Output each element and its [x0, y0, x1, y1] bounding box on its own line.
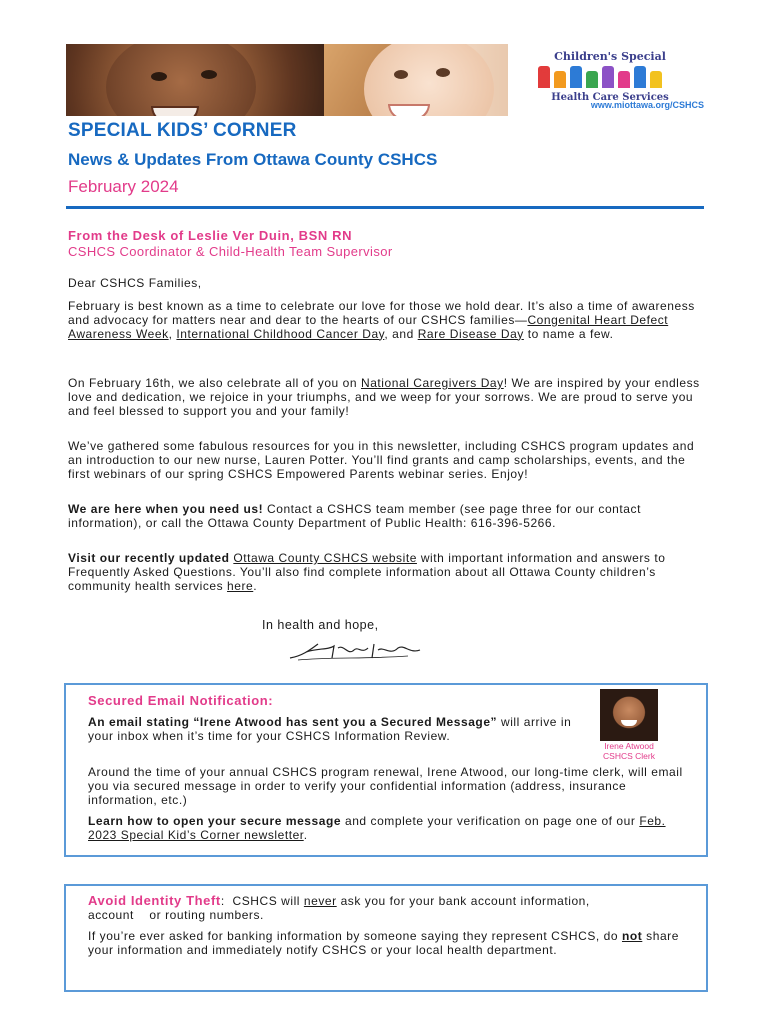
text: will arrive in your inbox when it’s time for your CSHCS Information Review. — [88, 715, 572, 743]
text: and complete your verification on page one of our — [341, 814, 640, 828]
photo-caption — [596, 741, 662, 761]
text-bold-underlined: not — [621, 929, 643, 943]
secured-email-paragraph-3 — [88, 815, 698, 843]
logo-figures — [538, 66, 682, 94]
secured-email-paragraph-2: Around the time of your annual CSHCS program renewal, Irene Atwood, our long-time clerk, will email you via secured message in order to verify your confidential information (address, insurance information, etc.) — [88, 765, 683, 807]
signoff: In health and hope, — [262, 618, 379, 632]
text: ask you for your bank account information, account or routing numbers. — [88, 894, 594, 922]
logo-line2: Health Care Services — [551, 92, 669, 103]
logo-figure — [554, 71, 566, 88]
desk-role: CSHCS Coordinator & Child-Health Team Supervisor — [68, 244, 393, 259]
signature-image — [288, 638, 428, 662]
identity-theft-heading: Avoid Identity Theft — [88, 893, 221, 908]
header-divider — [66, 206, 704, 209]
newsletter-title: SPECIAL KIDS’ CORNER — [68, 120, 297, 141]
logo-line1: Children's Special — [554, 50, 666, 63]
text-bold: Learn how to open your secure message — [88, 814, 342, 828]
desk-heading: From the Desk of Leslie Ver Duin, BSN RN — [68, 228, 353, 243]
irene-atwood-photo — [600, 689, 658, 741]
newsletter-date: February 2024 — [68, 177, 179, 196]
text: to name a few. — [523, 326, 614, 341]
text: , and — [384, 326, 418, 341]
text: , — [168, 326, 177, 341]
link-rare-disease-day[interactable]: Rare Disease Day — [417, 326, 524, 341]
letter-paragraph-1 — [68, 300, 700, 341]
letter-paragraph-5 — [68, 552, 700, 593]
text: On February 16th, we also celebrate all of you on — [68, 376, 361, 390]
link-here[interactable]: here — [227, 578, 254, 593]
text-underlined: never — [303, 894, 337, 908]
logo-figure — [570, 66, 582, 88]
letter-paragraph-2 — [68, 377, 700, 418]
header-photo-girl — [324, 44, 508, 116]
logo-figure — [634, 66, 646, 88]
logo-figure — [586, 71, 598, 88]
text: . — [303, 827, 308, 842]
secured-email-heading: Secured Email Notification: — [88, 693, 274, 708]
identity-theft-paragraph-2 — [88, 930, 688, 958]
logo-figure — [650, 71, 662, 88]
letter-paragraph-3: We’ve gathered some fabulous resources for you in this newsletter, including CSHCS program updates and an introduction to our new nurse, Lauren Potter. You’ll find grants and camp scholarships, events, and the first webinars of our spring CSHCS Empowered Parents webinar series. Enjoy! — [68, 439, 695, 481]
photo-caption-name: Irene Atwood — [604, 741, 654, 751]
logo-figure — [618, 71, 630, 88]
text: . — [253, 578, 258, 593]
link-feb-2023-newsletter[interactable]: Feb. 2023 Special Kid’s Corner newsletter — [88, 814, 666, 842]
text: February is best known as a time to celebrate our love for those we hold dear. It’s also a time of awareness and advocacy for matters near and dear to the hearts of our CSHCS families— — [68, 299, 695, 327]
text: Contact a CSHCS team member (see page three for our contact information), or call the Ottawa County Department of Public Health: 616-396-5266. — [68, 502, 641, 530]
text: CSHCS will — [232, 894, 304, 908]
photo-caption-title: CSHCS Clerk — [603, 751, 655, 761]
link-cshcs-website[interactable]: Ottawa County CSHCS website — [233, 551, 417, 565]
identity-theft-paragraph-1 — [88, 894, 636, 923]
text: share your information and immediately notify CSHCS or your local health department. — [88, 929, 679, 957]
text: : — [220, 894, 233, 908]
text: with important information and answers to Frequently Asked Questions. You’ll also find complete information about all Ottawa County children’s community health services — [68, 551, 666, 593]
logo-url[interactable]: www.miottawa.org/CSHCS — [590, 100, 704, 110]
newsletter-subtitle: News & Updates From Ottawa County CSHCS — [68, 150, 438, 169]
link-caregivers-day[interactable]: National Caregivers Day — [360, 376, 504, 390]
letter-paragraph-4 — [68, 503, 700, 531]
text: ! We are inspired by your endless love and dedication, we rejoice in your triumphs, and we weep for your sorrows. We are proud to serve you and feel blessed to support you and your family! — [68, 376, 700, 418]
logo-figure — [538, 66, 550, 88]
logo-figure — [602, 66, 614, 88]
text-bold: Visit our recently updated — [68, 551, 230, 565]
text-bold: An email stating “Irene Atwood has sent you a Secured Message” — [88, 715, 498, 729]
header-photo-boy — [66, 44, 324, 116]
letter-greeting: Dear CSHCS Families, — [68, 276, 202, 290]
text: If you’re ever asked for banking information by someone saying they represent CSHCS, do — [88, 929, 622, 943]
link-childhood-cancer-day[interactable]: International Childhood Cancer Day — [176, 326, 385, 341]
link-chd-awareness-week[interactable]: Congenital Heart Defect Awareness Week — [68, 312, 669, 341]
secured-email-paragraph-1 — [88, 716, 588, 744]
text-bold: We are here when you need us! — [68, 502, 264, 516]
